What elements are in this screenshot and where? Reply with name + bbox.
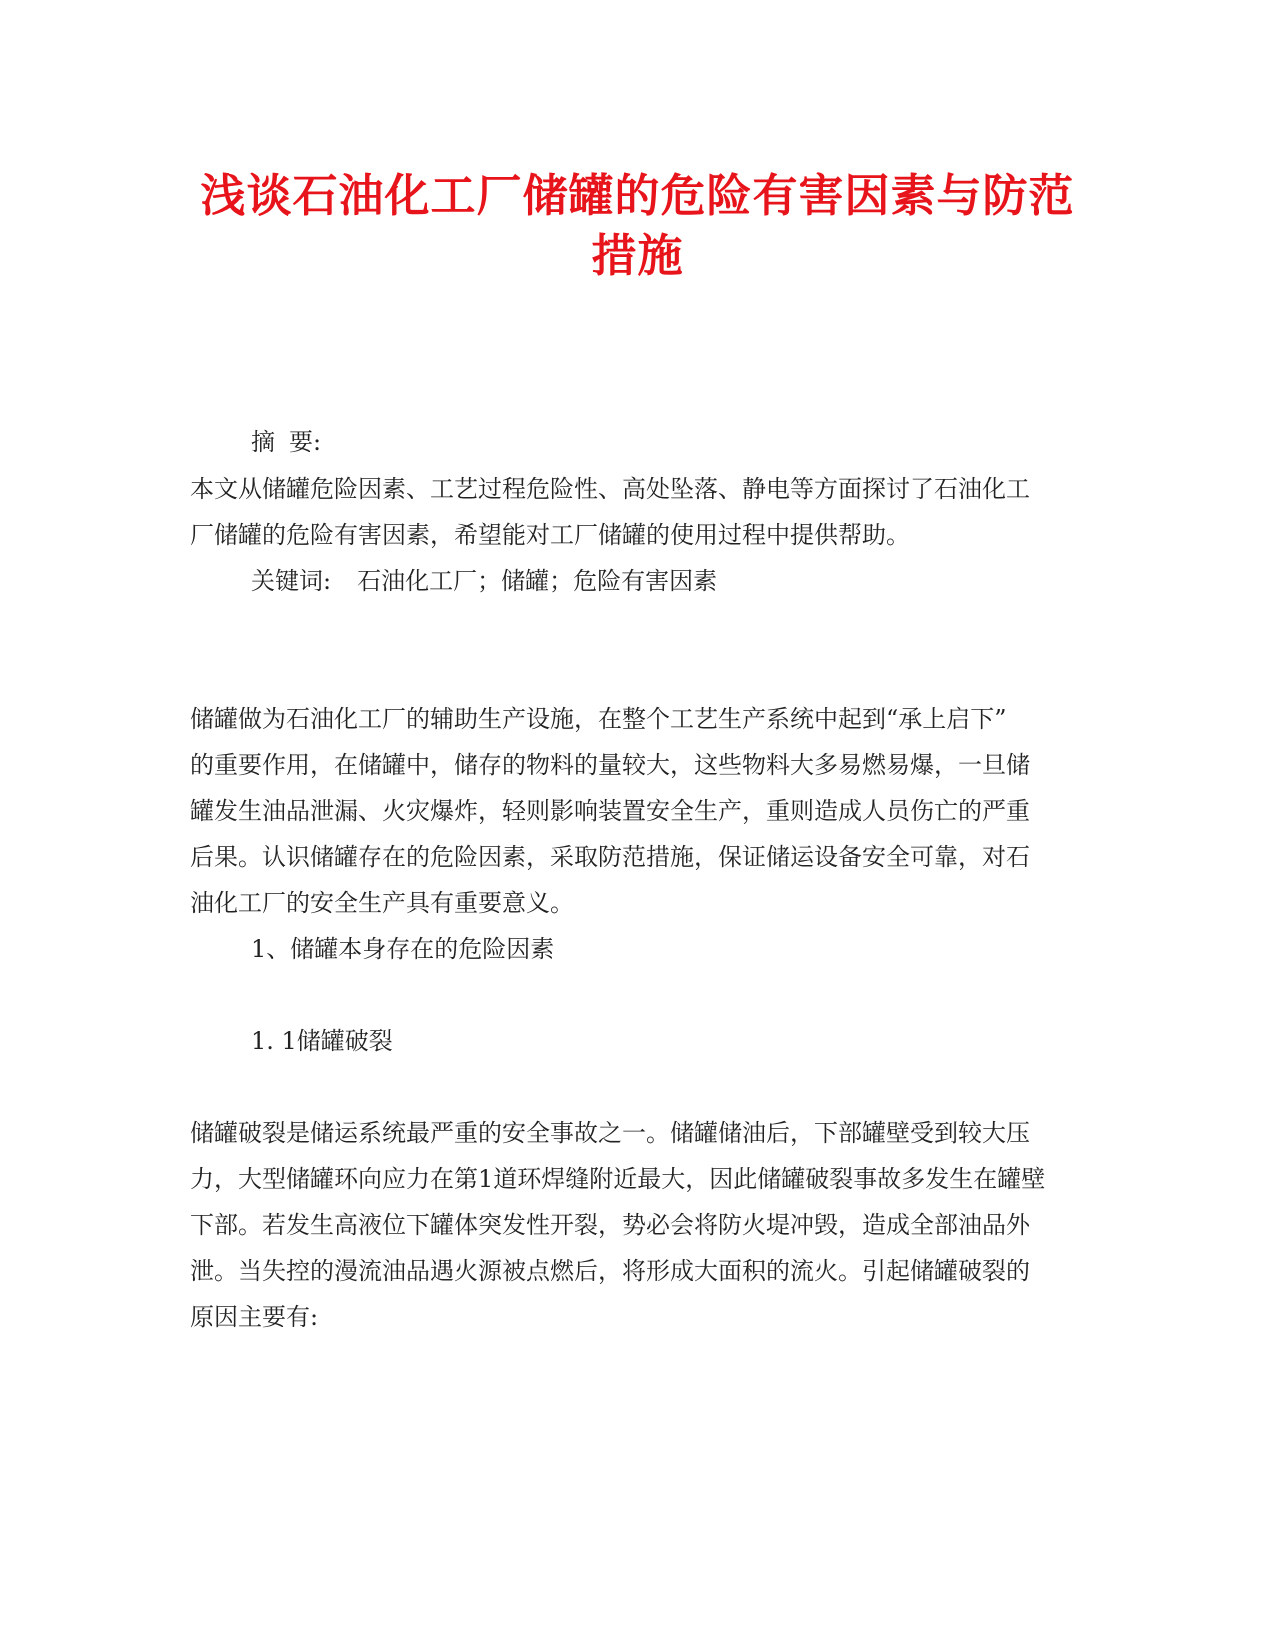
section-1-1-heading: 1. 1储罐破裂 xyxy=(251,1027,393,1055)
keywords-label: 关键词: xyxy=(251,567,332,595)
keywords xyxy=(251,566,1151,596)
section-1-1-line-3: 下部。若发生高液位下罐体突发性开裂，势必会将防火堤冲毁，造成全部油品外 xyxy=(190,1211,1030,1239)
title-line-1: 浅谈石油化工厂储罐的危险有害因素与防范 xyxy=(200,169,1075,222)
abstract-line-1: 本文从储罐危险因素、工艺过程危险性、高处坠落、静电等方面探讨了石油化工 xyxy=(190,475,1030,503)
section-1-1-line-1: 储罐破裂是储运系统最严重的安全事故之一。储罐储油后，下部罐壁受到较大压 xyxy=(190,1119,1030,1147)
intro-line-3: 罐发生油品泄漏、火灾爆炸，轻则影响装置安全生产，重则造成人员伤亡的严重 xyxy=(190,797,1030,825)
title-line-2: 措施 xyxy=(591,229,684,282)
intro-line-2: 的重要作用，在储罐中，储存的物料的量较大，这些物料大多易燃易爆，一旦储 xyxy=(190,751,1030,779)
section-1-heading: 1、储罐本身存在的危险因素 xyxy=(251,935,555,963)
abstract-label: 摘 要: xyxy=(251,428,322,456)
document-title xyxy=(150,166,1125,286)
section-1-1-line-2: 力，大型储罐环向应力在第1道环焊缝附近最大，因此储罐破裂事故多发生在罐壁 xyxy=(190,1165,1046,1193)
abstract-line-2: 厂储罐的危险有害因素，希望能对工厂储罐的使用过程中提供帮助。 xyxy=(190,521,910,549)
section-1-1-line-5: 原因主要有: xyxy=(190,1303,319,1331)
section-1-1-line-4: 泄。当失控的漫流油品遇火源被点燃后，将形成大面积的流火。引起储罐破裂的 xyxy=(190,1257,1030,1285)
keywords-value: 石油化工厂；储罐；危险有害因素 xyxy=(357,567,718,595)
intro-line-1: 储罐做为石油化工厂的辅助生产设施，在整个工艺生产系统中起到“承上启下” xyxy=(190,705,1007,733)
intro-line-5: 油化工厂的安全生产具有重要意义。 xyxy=(190,889,574,917)
intro-line-4: 后果。认识储罐存在的危险因素，采取防范措施，保证储运设备安全可靠，对石 xyxy=(190,843,1030,871)
